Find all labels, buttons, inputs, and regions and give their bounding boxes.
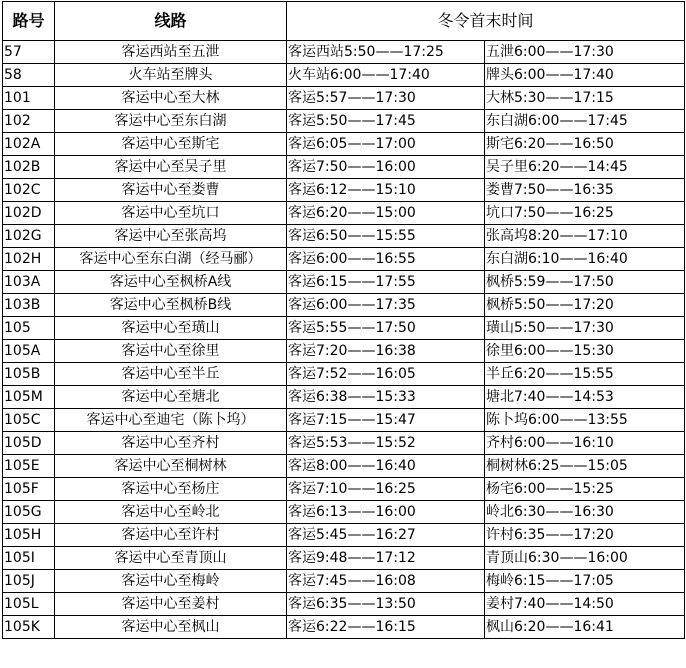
bus-schedule-table — [2, 1, 685, 639]
destination-time-cell: 吴子里6:20——14:45 — [485, 156, 685, 179]
route-number-cell: 105D — [3, 432, 55, 455]
table-body — [3, 41, 685, 639]
destination-time-cell: 斯宅6:20——16:50 — [485, 133, 685, 156]
destination-time-cell: 璜山5:50——17:30 — [485, 317, 685, 340]
destination-time-cell: 东白湖6:00——17:45 — [485, 110, 685, 133]
origin-time-cell: 客运5:57——17:30 — [287, 87, 485, 110]
route-name-cell: 客运中心至青顶山 — [55, 547, 287, 570]
header-route: 线路 — [55, 2, 287, 41]
table-row — [3, 133, 685, 156]
route-name-cell: 客运中心至塘北 — [55, 386, 287, 409]
route-name-cell: 客运中心至东白湖（经马郦） — [55, 248, 287, 271]
origin-time-cell: 客运6:22——16:15 — [287, 616, 485, 639]
table-row — [3, 386, 685, 409]
table-row — [3, 87, 685, 110]
route-number-cell: 105G — [3, 501, 55, 524]
origin-time-cell: 客运6:12——15:10 — [287, 179, 485, 202]
route-number-cell: 105M — [3, 386, 55, 409]
route-name-cell: 客运中心至枫桥B线 — [55, 294, 287, 317]
route-name-cell: 客运中心至璜山 — [55, 317, 287, 340]
table-row — [3, 570, 685, 593]
route-number-cell: 102H — [3, 248, 55, 271]
destination-time-cell: 大林5:30——17:15 — [485, 87, 685, 110]
destination-time-cell: 枫山6:20——16:41 — [485, 616, 685, 639]
origin-time-cell: 客运6:00——17:35 — [287, 294, 485, 317]
destination-time-cell: 徐里6:00——15:30 — [485, 340, 685, 363]
route-number-cell: 105C — [3, 409, 55, 432]
origin-time-cell: 客运7:10——16:25 — [287, 478, 485, 501]
route-name-cell: 客运中心至桐树林 — [55, 455, 287, 478]
origin-time-cell: 火车站6:00——17:40 — [287, 64, 485, 87]
table-row — [3, 202, 685, 225]
destination-time-cell: 青顶山6:30——16:00 — [485, 547, 685, 570]
table-row — [3, 294, 685, 317]
origin-time-cell: 客运5:50——17:45 — [287, 110, 485, 133]
table-row — [3, 478, 685, 501]
origin-time-cell: 客运6:38——15:33 — [287, 386, 485, 409]
route-number-cell: 105H — [3, 524, 55, 547]
route-number-cell: 102D — [3, 202, 55, 225]
route-name-cell: 客运中心至岭北 — [55, 501, 287, 524]
destination-time-cell: 陈卜坞6:00——13:55 — [485, 409, 685, 432]
route-name-cell: 客运中心至迪宅（陈卜坞） — [55, 409, 287, 432]
origin-time-cell: 客运西站5:50——17:25 — [287, 41, 485, 64]
origin-time-cell: 客运7:45——16:08 — [287, 570, 485, 593]
route-name-cell: 客运中心至坑口 — [55, 202, 287, 225]
route-name-cell: 客运中心至梅岭 — [55, 570, 287, 593]
destination-time-cell: 梅岭6:15——17:05 — [485, 570, 685, 593]
table-row — [3, 41, 685, 64]
route-number-cell: 102A — [3, 133, 55, 156]
origin-time-cell: 客运6:15——17:55 — [287, 271, 485, 294]
table-row — [3, 363, 685, 386]
origin-time-cell: 客运8:00——16:40 — [287, 455, 485, 478]
destination-time-cell: 桐树林6:25——15:05 — [485, 455, 685, 478]
origin-time-cell: 客运5:53——15:52 — [287, 432, 485, 455]
route-number-cell: 105B — [3, 363, 55, 386]
route-number-cell: 103A — [3, 271, 55, 294]
route-name-cell: 客运中心至齐村 — [55, 432, 287, 455]
destination-time-cell: 杨宅6:00——15:25 — [485, 478, 685, 501]
route-number-cell: 102C — [3, 179, 55, 202]
route-name-cell: 火车站至牌头 — [55, 64, 287, 87]
origin-time-cell: 客运7:20——16:38 — [287, 340, 485, 363]
route-number-cell: 105K — [3, 616, 55, 639]
origin-time-cell: 客运6:20——15:00 — [287, 202, 485, 225]
origin-time-cell: 客运7:15——15:47 — [287, 409, 485, 432]
route-name-cell: 客运西站至五泄 — [55, 41, 287, 64]
route-name-cell: 客运中心至大林 — [55, 87, 287, 110]
destination-time-cell: 齐村6:00——16:10 — [485, 432, 685, 455]
table-row — [3, 179, 685, 202]
origin-time-cell: 客运6:35——13:50 — [287, 593, 485, 616]
route-name-cell: 客运中心至半丘 — [55, 363, 287, 386]
origin-time-cell: 客运5:55——17:50 — [287, 317, 485, 340]
destination-time-cell: 许村6:35——17:20 — [485, 524, 685, 547]
table-row — [3, 432, 685, 455]
table-row — [3, 455, 685, 478]
route-name-cell: 客运中心至枫山 — [55, 616, 287, 639]
destination-time-cell: 岭北6:30——16:30 — [485, 501, 685, 524]
destination-time-cell: 五泄6:00——17:30 — [485, 41, 685, 64]
table-row — [3, 340, 685, 363]
route-number-cell: 105F — [3, 478, 55, 501]
table-row — [3, 248, 685, 271]
table-row — [3, 501, 685, 524]
table-row — [3, 409, 685, 432]
route-number-cell: 102B — [3, 156, 55, 179]
table-row — [3, 156, 685, 179]
origin-time-cell: 客运6:13——16:00 — [287, 501, 485, 524]
route-number-cell: 101 — [3, 87, 55, 110]
route-name-cell: 客运中心至东白湖 — [55, 110, 287, 133]
origin-time-cell: 客运6:00——16:55 — [287, 248, 485, 271]
destination-time-cell: 塘北7:40——14:53 — [485, 386, 685, 409]
route-number-cell: 102G — [3, 225, 55, 248]
destination-time-cell: 娄曹7:50——16:35 — [485, 179, 685, 202]
route-name-cell: 客运中心至娄曹 — [55, 179, 287, 202]
destination-time-cell: 东白湖6:10——16:40 — [485, 248, 685, 271]
table-row — [3, 64, 685, 87]
header-row — [3, 2, 685, 41]
route-name-cell: 客运中心至姜村 — [55, 593, 287, 616]
origin-time-cell: 客运6:05——17:00 — [287, 133, 485, 156]
route-number-cell: 105J — [3, 570, 55, 593]
destination-time-cell: 半丘6:20——15:55 — [485, 363, 685, 386]
destination-time-cell: 坑口7:50——16:25 — [485, 202, 685, 225]
route-name-cell: 客运中心至杨庄 — [55, 478, 287, 501]
origin-time-cell: 客运9:48——17:12 — [287, 547, 485, 570]
route-name-cell: 客运中心至枫桥A线 — [55, 271, 287, 294]
origin-time-cell: 客运5:45——16:27 — [287, 524, 485, 547]
route-name-cell: 客运中心至斯宅 — [55, 133, 287, 156]
table-row — [3, 616, 685, 639]
destination-time-cell: 枫桥5:59——17:50 — [485, 271, 685, 294]
route-number-cell: 105I — [3, 547, 55, 570]
origin-time-cell: 客运6:50——15:55 — [287, 225, 485, 248]
route-number-cell: 57 — [3, 41, 55, 64]
table-row — [3, 271, 685, 294]
destination-time-cell: 枫桥5:50——17:20 — [485, 294, 685, 317]
header-route-no: 路号 — [3, 2, 55, 41]
route-name-cell: 客运中心至徐里 — [55, 340, 287, 363]
table-row — [3, 524, 685, 547]
table-row — [3, 317, 685, 340]
origin-time-cell: 客运7:50——16:00 — [287, 156, 485, 179]
origin-time-cell: 客运7:52——16:05 — [287, 363, 485, 386]
destination-time-cell: 牌头6:00——17:40 — [485, 64, 685, 87]
destination-time-cell: 姜村7:40——14:50 — [485, 593, 685, 616]
table-row — [3, 547, 685, 570]
destination-time-cell: 张高坞8:20——17:10 — [485, 225, 685, 248]
route-number-cell: 105 — [3, 317, 55, 340]
route-number-cell: 105E — [3, 455, 55, 478]
table-row — [3, 225, 685, 248]
route-number-cell: 58 — [3, 64, 55, 87]
table-row — [3, 110, 685, 133]
table-row — [3, 593, 685, 616]
header-winter-times: 冬令首末时间 — [287, 2, 685, 41]
route-name-cell: 客运中心至吴子里 — [55, 156, 287, 179]
route-number-cell: 105L — [3, 593, 55, 616]
route-name-cell: 客运中心至许村 — [55, 524, 287, 547]
route-number-cell: 105A — [3, 340, 55, 363]
route-number-cell: 103B — [3, 294, 55, 317]
route-name-cell: 客运中心至张高坞 — [55, 225, 287, 248]
route-number-cell: 102 — [3, 110, 55, 133]
